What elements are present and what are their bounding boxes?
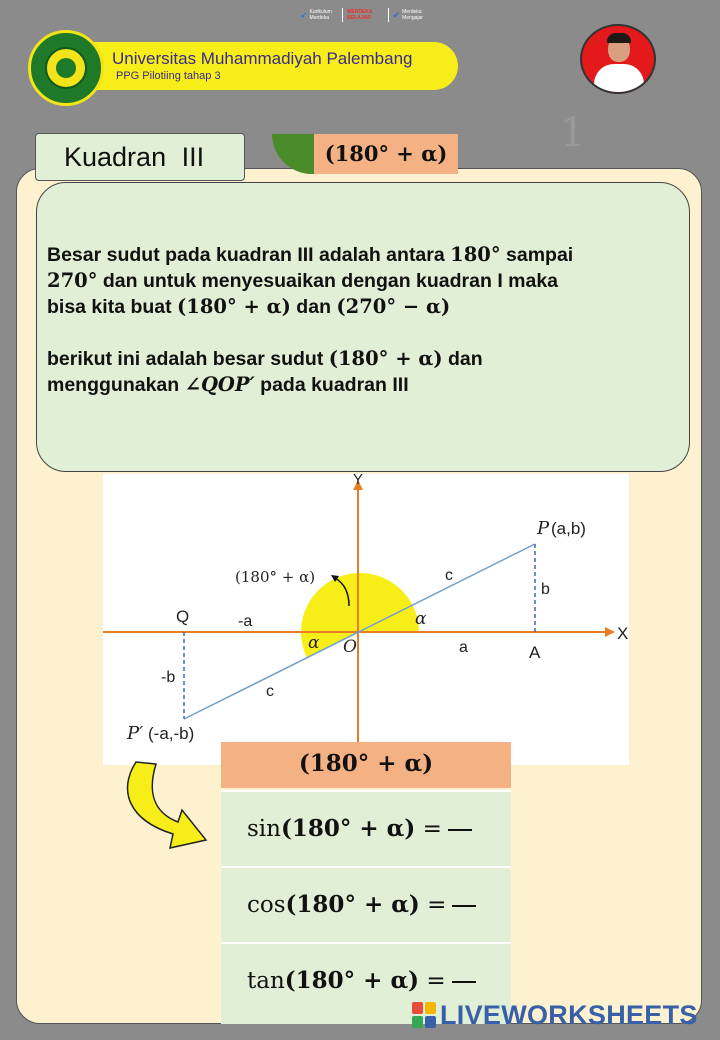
explanation-line-5: menggunakan ∠QOP′ pada kuadran III [47,373,409,396]
yellow-arrow-icon [118,760,228,860]
origin-label: O [343,637,357,657]
explanation-box [36,182,690,472]
alpha-right: α [415,609,427,629]
y-label: Y [353,474,364,488]
liveworksheets-icon [412,1002,436,1028]
alpha-left: α [308,633,320,653]
x-label: X [617,624,629,643]
explanation-line-2: 270° dan untuk menyesuaikan dengan kuadran I maka [47,269,559,292]
point-pp-label: P′ [127,723,144,744]
cos-row: cos(180° + α) = [221,866,511,942]
fraction-bar [452,905,476,907]
fraction-bar [452,981,476,983]
teacher-avatar [580,24,656,94]
university-name: Universitas Muhammadiyah Palembang [112,49,413,68]
liveworksheets-watermark: LIVEWORKSHEETS [412,998,698,1032]
program-name: PPG Pilotiing tahap 3 [116,70,221,82]
label-c-top: c [445,567,453,584]
bg-decoration: 1 [560,110,586,156]
explanation-line-1: Besar sudut pada kuadran III adalah antara 180° sampai [47,243,574,266]
x-axis-arrow [605,627,615,637]
quadrant-diagram [103,474,629,765]
diagram-svg [103,474,629,765]
point-pp-coords: (-a,-b) [148,724,195,743]
point-p-coords: (a,b) [551,519,586,538]
point-q-label: Q [176,607,190,626]
fraction-bar [448,829,472,831]
angle-sector [301,573,419,632]
label-neg-b: -b [161,669,176,686]
explanation-line-4: berikut ini adalah besar sudut (180° + α) dan [47,347,483,370]
merdeka-mengajar-logo: ✔ Merdeka Mengajar [392,9,423,21]
angle-tab: (180° + α) [314,134,458,174]
label-b: b [541,581,550,598]
kurikulum-logo: ➶ Kurikulum Merdeka [300,9,332,21]
tan-row: tan(180° + α) = [221,942,511,1024]
point-a-label: A [529,643,541,662]
partner-logos [300,6,430,24]
quadrant-title: Kuadran III [35,133,245,181]
table-header: (180° + α) [221,742,511,788]
university-logo [28,30,104,106]
label-c-bottom: c [266,683,274,700]
angle-label: (180° + α) [235,568,316,586]
sin-row: sin(180° + α) = [221,790,511,866]
merdeka-belajar-logo: MERDEKA BELAJAR [347,9,373,21]
explanation-line-3: bisa kita buat (180° + α) dan (270° − α) [47,295,451,318]
label-neg-a: -a [238,613,253,630]
label-a: a [459,639,468,656]
point-p-label: P [537,518,550,539]
